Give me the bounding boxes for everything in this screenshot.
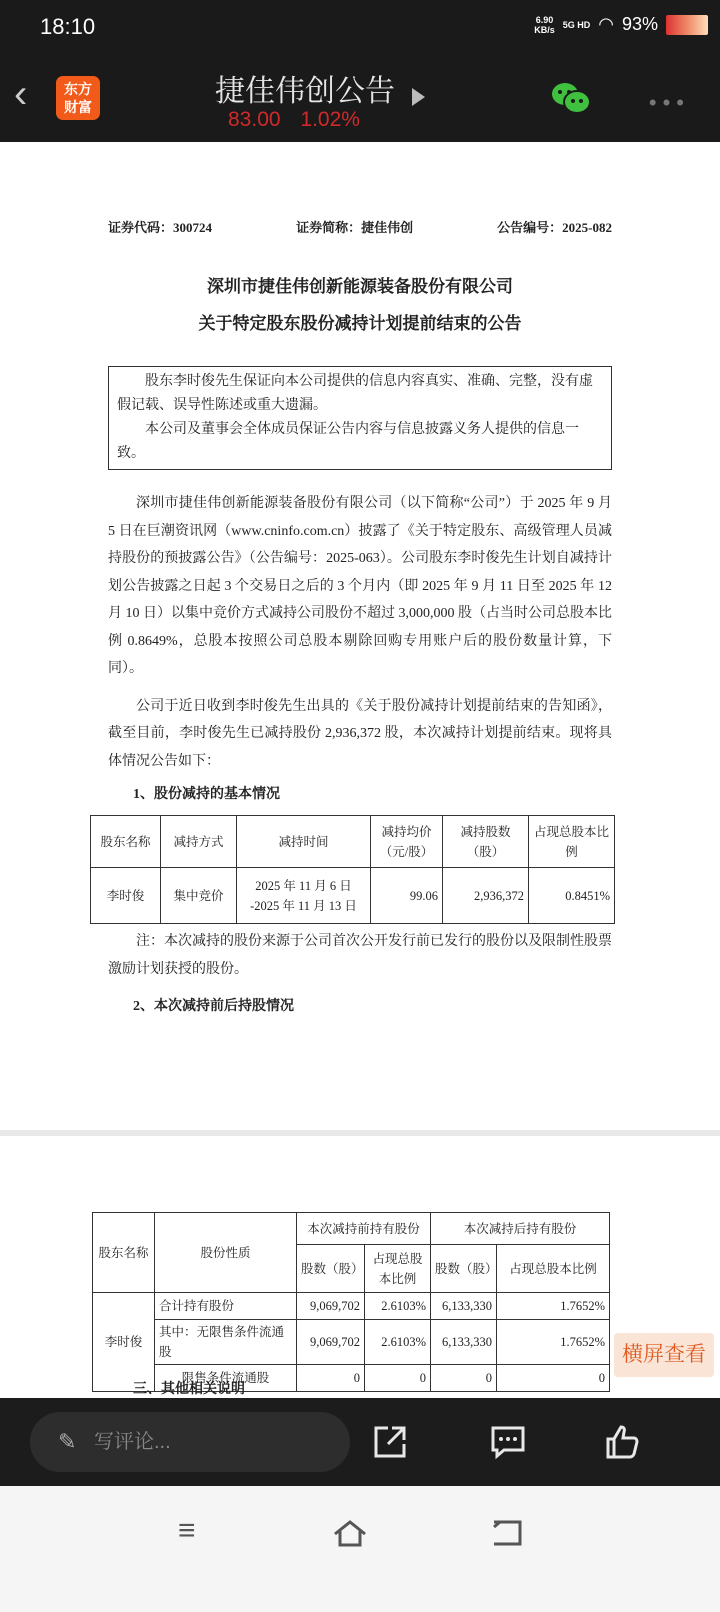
net-speed — [534, 15, 555, 35]
td: 李时俊 — [93, 1293, 155, 1392]
doc-title-company: 深圳市捷佳伟创新能源装备股份有限公司 — [207, 277, 513, 296]
like-icon[interactable] — [604, 1424, 640, 1460]
more-icon[interactable]: ••• — [648, 90, 690, 115]
th: 股数（股） — [431, 1245, 497, 1293]
table-row — [93, 1293, 610, 1320]
notice-text: 本公司及董事会全体成员保证公告内容与信息披露义务人提供的信息一致。 — [117, 422, 579, 461]
share-icon[interactable] — [372, 1424, 408, 1460]
stock-code: 证券代码：300724 — [108, 220, 213, 235]
stock-change: 1.02% — [300, 108, 360, 131]
back-nav-icon[interactable] — [490, 1518, 524, 1548]
th: 占现总股本比例 — [497, 1245, 610, 1293]
th: 本次减持前持有股份 — [297, 1213, 431, 1245]
pen-icon: ✎ — [58, 1429, 77, 1454]
table-header-row — [91, 816, 615, 868]
stock-abbr: 证券简称：捷佳伟创 — [296, 220, 414, 235]
announcement-page — [0, 142, 720, 1130]
notice-box — [108, 366, 612, 470]
landscape-view-button[interactable]: 横屏查看 — [614, 1333, 714, 1377]
td: 6,133,330 — [431, 1320, 497, 1365]
td: 99.06 — [371, 868, 443, 924]
net-speed-unit: KB/s — [534, 24, 555, 35]
menu-icon[interactable]: ≡ — [178, 1514, 196, 1547]
td: 6,133,330 — [431, 1293, 497, 1320]
section-heading: 1、股份减持的基本情况 — [133, 787, 280, 802]
td: 2.6103% — [365, 1320, 431, 1365]
system-nav-bar — [0, 1486, 720, 1612]
bottom-toolbar — [0, 1398, 720, 1486]
wifi-icon: ◠ — [598, 14, 614, 34]
page-title[interactable]: 捷佳伟创公告 — [215, 75, 395, 108]
signal-icon: 5G HD — [562, 19, 591, 30]
announcement-number: 公告编号：2025-082 — [497, 220, 612, 235]
reduction-table — [90, 815, 615, 924]
comment-placeholder: 写评论... — [94, 1431, 171, 1453]
th: 占现总股本比例 — [529, 816, 615, 868]
td: 2025 年 11 月 6 日 -2025 年 11 月 13 日 — [237, 868, 371, 924]
wechat-share-icon[interactable] — [550, 80, 592, 116]
battery-icon — [666, 15, 708, 35]
th: 减持时间 — [237, 816, 371, 868]
th: 本次减持后持有股份 — [431, 1213, 610, 1245]
section-heading: 2、本次减持前后持股情况 — [133, 999, 294, 1014]
table-note: 注：本次减持的股份来源于公司首次公开发行前已发行的股份以及限制性股票激励计划获授的股份。 — [108, 934, 612, 977]
announcement-page-2 — [0, 1136, 720, 1398]
td: 2,936,372 — [443, 868, 529, 924]
td: 0.8451% — [529, 868, 615, 924]
app-header — [0, 52, 720, 142]
th: 股东名称 — [91, 816, 161, 868]
home-icon[interactable] — [332, 1518, 368, 1548]
td: 0 — [365, 1365, 431, 1392]
holdings-table — [92, 1212, 610, 1392]
paragraph: 公司于近日收到李时俊先生出具的《关于股份减持计划提前结束的告知函》，截至目前，李时俊先生已减持股份 2,936,372 股，本次减持计划提前结束。现将具体情况公告如下： — [108, 698, 612, 769]
table-row — [91, 868, 615, 924]
comment-input[interactable] — [30, 1412, 350, 1472]
th: 减持股数（股） — [443, 816, 529, 868]
stock-quote — [228, 108, 360, 132]
status-bar — [0, 0, 720, 52]
td: 0 — [297, 1365, 365, 1392]
td: 集中竞价 — [161, 868, 237, 924]
th: 股份性质 — [155, 1213, 297, 1293]
td: 9,069,702 — [297, 1293, 365, 1320]
td: 1.7652% — [497, 1293, 610, 1320]
td: 0 — [497, 1365, 610, 1392]
back-icon[interactable]: ‹ — [14, 72, 28, 116]
th: 减持均价（元/股） — [371, 816, 443, 868]
th: 减持方式 — [161, 816, 237, 868]
th: 股数（股） — [297, 1245, 365, 1293]
td: 1.7652% — [497, 1320, 610, 1365]
section-heading: 三、其他相关说明 — [133, 1382, 245, 1397]
td: 其中：无限售条件流通股 — [155, 1320, 297, 1365]
stock-price: 83.00 — [228, 108, 281, 131]
td: 李时俊 — [91, 868, 161, 924]
doc-title: 关于特定股东股份减持计划提前结束的公告 — [198, 314, 522, 333]
notice-text: 股东李时俊先生保证向本公司提供的信息内容真实、准确、完整，没有虚假记载、误导性陈述或重大遗漏。 — [117, 374, 593, 413]
table-row — [93, 1320, 610, 1365]
td: 0 — [431, 1365, 497, 1392]
doc-meta — [108, 219, 612, 237]
logo-text: 东方 — [64, 81, 92, 97]
paragraph: 深圳市捷佳伟创新能源装备股份有限公司（以下简称“公司”）于 2025 年 9 月 5 日在巨潮资讯网（www.cninfo.com.cn）披露了《关于特定股东、高级管理人员减持股份的预披露公告》（公告编号：2025-063）。公司股东李时俊先生计划自减持计划公告披露之日起 3 个交易日之后的 3 个月内（即 2025 年 9 月 11 日至 2025 年 12 月 10 日）以集中竞价方式减持公司股份不超过 3,000,000 股（占当时公司总股本比例 0.8649%，总股本按照公司总股本剔除回购专用账户后的股份数量计算，下同）。 — [108, 496, 612, 676]
td: 2.6103% — [365, 1293, 431, 1320]
logo-text: 财富 — [64, 99, 92, 115]
th: 股东名称 — [93, 1213, 155, 1293]
net-speed-value: 6.90 — [535, 14, 554, 25]
comments-icon[interactable] — [490, 1424, 526, 1460]
battery-percent: 93% — [621, 14, 658, 34]
td: 合计持有股份 — [155, 1293, 297, 1320]
clock: 18:10 — [40, 14, 96, 39]
th: 占现总股本比例 — [365, 1245, 431, 1293]
play-arrow-icon[interactable] — [412, 88, 425, 106]
td: 限售条件流通股 — [155, 1365, 297, 1392]
td: 9,069,702 — [297, 1320, 365, 1365]
